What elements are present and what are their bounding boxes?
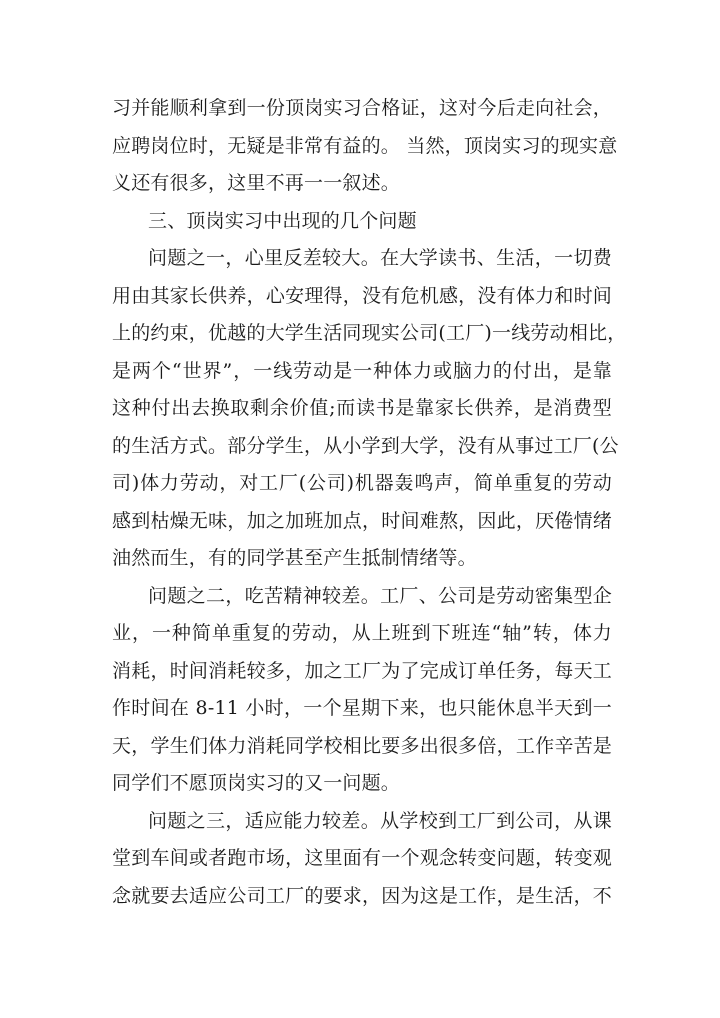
text-line: 用由其家长供养，心安理得，没有危机感，没有体力和时间 — [112, 284, 612, 307]
text-line: 作时间在 8-11 小时，一个星期下来，也只能休息半天到一 — [112, 697, 612, 719]
text-line: 天，学生们体力消耗同学校相比要多出很多倍，工作辛苦是 — [112, 734, 612, 757]
text-line: 业，一种简单重复的劳动，从上班到下班连“轴”转，体力 — [112, 622, 612, 644]
text-line: 义还有很多，这里不再一一叙述。 — [112, 172, 401, 194]
paragraph-first-line: 问题之二，吃苦精神较差。工厂、公司是劳动密集型企 — [148, 584, 612, 607]
text-line: 堂到车间或者跑市场，这里面有一个观念转变问题，转变观 — [112, 847, 612, 869]
text-line: 是两个“世界”，一线劳动是一种体力或脑力的付出，是靠 — [112, 359, 612, 382]
text-line: 习并能顺利拿到一份顶岗实习合格证，这对今后走向社会， — [112, 97, 612, 119]
text-line: 上的约束，优越的大学生活同现实公司(工厂)一线劳动相比， — [112, 322, 627, 344]
text-line: 感到枯燥无味，加之加班加点，时间难熬，因此，厌倦情绪 — [112, 509, 612, 532]
text-line: 消耗，时间消耗较多，加之工厂为了完成订单任务，每天工 — [112, 659, 612, 682]
paragraph-first-line: 问题之一，心里反差较大。在大学读书、生活，一切费 — [148, 247, 612, 269]
text-line: 这种付出去换取剩余价值;而读书是靠家长供养，是消费型 — [112, 397, 612, 419]
text-line: 念就要去适应公司工厂的要求，因为这是工作，是生活，不 — [112, 884, 612, 907]
paragraph-first-line: 三、顶岗实习中出现的几个问题 — [148, 209, 417, 232]
body-text — [112, 90, 627, 915]
text-line: 同学们不愿顶岗实习的又一问题。 — [112, 772, 401, 794]
paragraph-first-line: 问题之三，适应能力较差。从学校到工厂到公司，从课 — [148, 809, 612, 832]
text-line: 司)体力劳动，对工厂(公司)机器轰鸣声，简单重复的劳动 — [112, 472, 612, 494]
text-line: 油然而生，有的同学甚至产生抵制情绪等。 — [112, 547, 477, 569]
text-line: 应聘岗位时，无疑是非常有益的。 当然，顶岗实习的现实意 — [112, 134, 618, 157]
text-line: 的生活方式。部分学生，从小学到大学，没有从事过工厂(公 — [112, 434, 619, 457]
